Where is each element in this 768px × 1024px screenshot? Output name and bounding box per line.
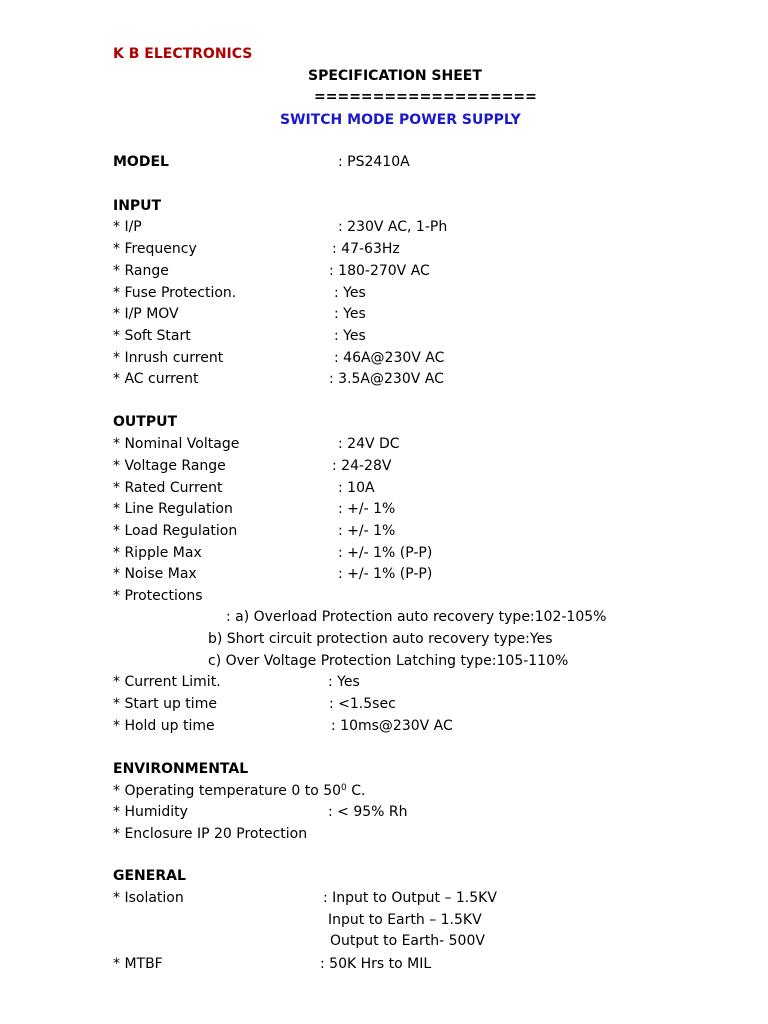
isolation-label: * Isolation bbox=[113, 890, 184, 906]
input-row-value: : 46A@230V AC bbox=[334, 350, 445, 366]
isolation-value: : Input to Output – 1.5KV bbox=[323, 890, 497, 906]
input-row-label: * AC current bbox=[113, 371, 199, 387]
humidity-label: * Humidity bbox=[113, 804, 188, 820]
input-row-value: : Yes bbox=[334, 328, 366, 344]
output-row-value: : +/- 1% (P-P) bbox=[338, 545, 433, 561]
output-row-value: : 24-28V bbox=[332, 458, 392, 474]
document-title: SPECIFICATION SHEET bbox=[308, 68, 482, 84]
output-row-label: * Voltage Range bbox=[113, 458, 226, 474]
output-row-label: * Rated Current bbox=[113, 480, 223, 496]
output-row-label: * Hold up time bbox=[113, 718, 215, 734]
operating-temperature: * Operating temperature 0 to $50^0$ C. bbox=[113, 783, 366, 799]
output-row-value: : 10A bbox=[338, 480, 375, 496]
general-heading: GENERAL bbox=[113, 868, 186, 884]
humidity-value: : < 95% Rh bbox=[328, 804, 408, 820]
protection-item: c) Over Voltage Protection Latching type:105-110% bbox=[208, 653, 569, 669]
isolation-value: Output to Earth- 500V bbox=[330, 933, 485, 949]
isolation-value: Input to Earth – 1.5KV bbox=[328, 912, 482, 928]
output-row-value: : <1.5sec bbox=[329, 696, 396, 712]
output-row-label: * Current Limit. bbox=[113, 674, 221, 690]
model-value: : PS2410A bbox=[338, 154, 410, 170]
output-row-label: * Line Regulation bbox=[113, 501, 233, 517]
output-row-value: : +/- 1% (P-P) bbox=[338, 566, 433, 582]
output-row-value: : Yes bbox=[328, 674, 360, 690]
output-row-label: * Load Regulation bbox=[113, 523, 238, 539]
output-row-label: * Start up time bbox=[113, 696, 217, 712]
protections-label: * Protections bbox=[113, 588, 203, 604]
input-row-value: : 180-270V AC bbox=[329, 263, 430, 279]
company-name: K B ELECTRONICS bbox=[113, 46, 253, 62]
output-row-value: : 10ms@230V AC bbox=[331, 718, 453, 734]
output-row-label: * Nominal Voltage bbox=[113, 436, 240, 452]
input-row-value: : Yes bbox=[334, 306, 366, 322]
input-row-value: : 230V AC, 1-Ph bbox=[338, 219, 448, 235]
input-row-label: * Frequency bbox=[113, 241, 197, 257]
mtbf-label: * MTBF bbox=[113, 956, 163, 972]
input-row-label: * Soft Start bbox=[113, 328, 191, 344]
output-row-value: : +/- 1% bbox=[338, 501, 396, 517]
input-row-label: * Inrush current bbox=[113, 350, 224, 366]
output-heading: OUTPUT bbox=[113, 414, 177, 430]
input-row-label: * I/P bbox=[113, 219, 142, 235]
protection-item: b) Short circuit protection auto recovery type:Yes bbox=[208, 631, 553, 647]
input-row-value: : 47-63Hz bbox=[332, 241, 400, 257]
output-row-label: * Ripple Max bbox=[113, 545, 202, 561]
output-row-label: * Noise Max bbox=[113, 566, 197, 582]
title-underline: =================== bbox=[314, 89, 537, 105]
input-row-value: : Yes bbox=[334, 285, 366, 301]
enclosure-protection: * Enclosure IP 20 Protection bbox=[113, 826, 308, 842]
environmental-heading: ENVIRONMENTAL bbox=[113, 761, 249, 777]
output-row-value: : +/- 1% bbox=[338, 523, 396, 539]
protection-item: : a) Overload Protection auto recovery type:102-105% bbox=[226, 609, 607, 625]
model-label: MODEL bbox=[113, 154, 169, 170]
document-subtitle: SWITCH MODE POWER SUPPLY bbox=[280, 112, 521, 128]
input-row-label: * Range bbox=[113, 263, 169, 279]
input-row-value: : 3.5A@230V AC bbox=[329, 371, 444, 387]
input-row-label: * Fuse Protection. bbox=[113, 285, 237, 301]
mtbf-value: : 50K Hrs to MIL bbox=[320, 956, 432, 972]
input-row-label: * I/P MOV bbox=[113, 306, 179, 322]
input-heading: INPUT bbox=[113, 198, 162, 214]
output-row-value: : 24V DC bbox=[338, 436, 400, 452]
